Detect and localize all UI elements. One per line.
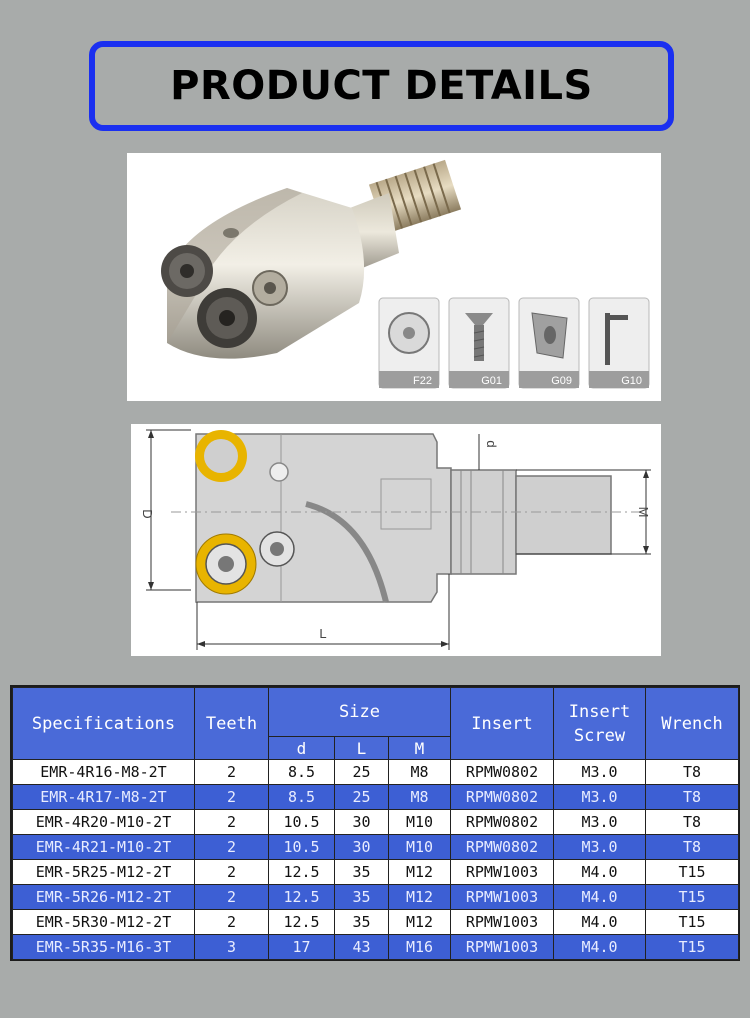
clamp-screw xyxy=(260,532,294,566)
title-box xyxy=(89,41,674,131)
cell-d: 10.5 xyxy=(269,835,335,860)
cell-d: 8.5 xyxy=(269,785,335,810)
cell-M: M12 xyxy=(389,885,451,910)
cell-M: M12 xyxy=(389,910,451,935)
cell-M: M10 xyxy=(389,810,451,835)
cell-L: 30 xyxy=(335,810,389,835)
accessory-card-screw xyxy=(449,298,509,388)
table-row xyxy=(13,910,739,935)
cell-insert: RPMW1003 xyxy=(451,910,554,935)
cell-spec: EMR-5R25-M12-2T xyxy=(13,860,195,885)
cell-insert: RPMW0802 xyxy=(451,835,554,860)
cell-wrench: T15 xyxy=(646,885,739,910)
cell-L: 25 xyxy=(335,760,389,785)
cell-M: M16 xyxy=(389,935,451,960)
cell-L: 35 xyxy=(335,885,389,910)
cell-L: 43 xyxy=(335,935,389,960)
table-row xyxy=(13,935,739,960)
header-size-M: M xyxy=(389,737,451,760)
accessory-card-wrench xyxy=(589,298,649,388)
header-insert-screw xyxy=(554,688,646,760)
table-row xyxy=(13,810,739,835)
header-size: Size xyxy=(269,688,451,737)
end-mill-illustration xyxy=(127,153,661,401)
cell-screw: M3.0 xyxy=(554,785,646,810)
coolant-hole xyxy=(270,463,288,481)
header-insert-screw-line2: Screw xyxy=(573,725,626,746)
table-row xyxy=(13,835,739,860)
cell-screw: M4.0 xyxy=(554,885,646,910)
cell-d: 10.5 xyxy=(269,810,335,835)
table-header-row xyxy=(13,688,739,737)
cell-insert: RPMW1003 xyxy=(451,935,554,960)
header-insert: Insert xyxy=(451,688,554,760)
cell-teeth: 2 xyxy=(195,860,269,885)
insert-bottom xyxy=(196,534,256,594)
cell-d: 12.5 xyxy=(269,860,335,885)
cell-spec: EMR-4R21-M10-2T xyxy=(13,835,195,860)
header-size-d: d xyxy=(269,737,335,760)
cell-wrench: T15 xyxy=(646,910,739,935)
cell-teeth: 2 xyxy=(195,785,269,810)
cell-insert: RPMW0802 xyxy=(451,760,554,785)
header-teeth: Teeth xyxy=(195,688,269,760)
accessory-code-g01: G01 xyxy=(481,375,502,387)
dimension-label-D: D xyxy=(140,509,155,519)
header-size-L: L xyxy=(335,737,389,760)
cell-L: 35 xyxy=(335,910,389,935)
accessory-card-shim xyxy=(519,298,579,388)
cell-d: 12.5 xyxy=(269,885,335,910)
cell-wrench: T8 xyxy=(646,760,739,785)
cell-M: M8 xyxy=(389,760,451,785)
cell-screw: M3.0 xyxy=(554,835,646,860)
dimension-drawing xyxy=(131,424,661,656)
cell-d: 17 xyxy=(269,935,335,960)
cell-teeth: 2 xyxy=(195,760,269,785)
cell-screw: M4.0 xyxy=(554,910,646,935)
technical-drawing xyxy=(131,424,661,656)
cell-wrench: T8 xyxy=(646,835,739,860)
cell-spec: EMR-5R26-M12-2T xyxy=(13,885,195,910)
table-row xyxy=(13,860,739,885)
cell-M: M10 xyxy=(389,835,451,860)
screw-head xyxy=(253,271,287,305)
round-insert-bottom xyxy=(197,288,257,348)
cell-screw: M4.0 xyxy=(554,935,646,960)
cell-wrench: T8 xyxy=(646,785,739,810)
dimension-label-d: d xyxy=(484,440,499,448)
table-row xyxy=(13,785,739,810)
cell-teeth: 2 xyxy=(195,810,269,835)
cell-L: 25 xyxy=(335,785,389,810)
cell-teeth: 2 xyxy=(195,835,269,860)
product-photo xyxy=(127,153,661,401)
cell-M: M8 xyxy=(389,785,451,810)
cell-insert: RPMW1003 xyxy=(451,885,554,910)
accessory-card-insert xyxy=(379,298,439,388)
cell-L: 35 xyxy=(335,860,389,885)
cell-wrench: T8 xyxy=(646,810,739,835)
cell-insert: RPMW0802 xyxy=(451,810,554,835)
cell-teeth: 2 xyxy=(195,910,269,935)
round-insert-top xyxy=(161,245,213,297)
spec-table xyxy=(12,687,739,960)
cell-L: 30 xyxy=(335,835,389,860)
accessory-code-f22: F22 xyxy=(413,375,432,387)
cell-wrench: T15 xyxy=(646,860,739,885)
table-row xyxy=(13,885,739,910)
accessory-code-g10: G10 xyxy=(621,375,642,387)
dimension-label-M: M xyxy=(636,506,651,518)
dimension-label-L: L xyxy=(319,626,327,641)
cell-screw: M3.0 xyxy=(554,760,646,785)
cell-spec: EMR-4R20-M10-2T xyxy=(13,810,195,835)
cell-d: 12.5 xyxy=(269,910,335,935)
cell-spec: EMR-4R17-M8-2T xyxy=(13,785,195,810)
cell-d: 8.5 xyxy=(269,760,335,785)
cell-spec: EMR-5R30-M12-2T xyxy=(13,910,195,935)
header-insert-screw-line1: Insert xyxy=(568,701,631,722)
cell-spec: EMR-5R35-M16-3T xyxy=(13,935,195,960)
insert-top xyxy=(195,430,247,482)
header-wrench: Wrench xyxy=(646,688,739,760)
cell-screw: M4.0 xyxy=(554,860,646,885)
table-row xyxy=(13,760,739,785)
page-title: PRODUCT DETAILS xyxy=(170,63,593,109)
cell-insert: RPMW1003 xyxy=(451,860,554,885)
cell-screw: M3.0 xyxy=(554,810,646,835)
cell-teeth: 2 xyxy=(195,885,269,910)
cell-wrench: T15 xyxy=(646,935,739,960)
coolant-hole xyxy=(223,228,239,238)
cell-spec: EMR-4R16-M8-2T xyxy=(13,760,195,785)
accessory-code-g09: G09 xyxy=(551,375,572,387)
cell-insert: RPMW0802 xyxy=(451,785,554,810)
cell-M: M12 xyxy=(389,860,451,885)
cell-teeth: 3 xyxy=(195,935,269,960)
header-specifications: Specifications xyxy=(13,688,195,760)
spec-table-frame xyxy=(10,685,740,961)
accessory-cards xyxy=(379,298,649,388)
